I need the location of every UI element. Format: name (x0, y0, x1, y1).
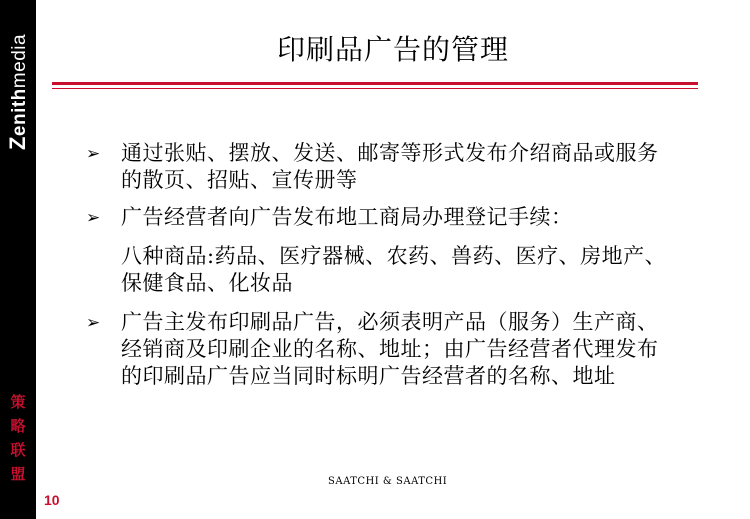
page-number: 10 (44, 492, 60, 508)
bullet-item (86, 204, 676, 231)
strategy-alliance-stamp (6, 393, 30, 483)
bullet-item (86, 140, 676, 194)
logo-media: media (9, 33, 30, 89)
stamp-char: 略 (10, 417, 26, 435)
bullet-text: 广告经营者向广告发布地工商局办理登记手续： (121, 205, 573, 229)
logo-z: Z (5, 136, 30, 151)
stamp-char: 策 (10, 393, 26, 411)
stamp-char: 联 (10, 441, 26, 459)
bullet-text: 通过张贴、摆放、发送、邮寄等形式发布介绍商品或服务的散页、招贴、宣传册等 (121, 141, 659, 192)
bullet-text: 广告主发布印刷品广告，必须表明产品（服务）生产商、经销商及印刷企业的名称、地址；由广告经营者代理发布的印刷品广告应当同时标明广告经营者的名称、地址 (121, 310, 659, 388)
arrow-bullet-icon: ➢ (86, 313, 101, 333)
agency-footer: SAATCHI & SAATCHI (328, 476, 448, 487)
arrow-bullet-icon: ➢ (86, 208, 101, 228)
logo-enith: enith (9, 88, 30, 137)
title-rule-thin (52, 88, 698, 89)
title-rule-thick (52, 82, 698, 85)
slide-content (86, 140, 676, 390)
sub-paragraph: 八种商品:药品、医疗器械、农药、兽药、医疗、房地产、保健食品、化妆品 (121, 244, 667, 295)
bullet-item (86, 309, 676, 390)
zenith-media-logo (5, 34, 31, 150)
slide-title: 印刷品广告的管理 (276, 33, 509, 66)
sidebar (0, 0, 36, 519)
stamp-char: 盟 (10, 465, 26, 483)
arrow-bullet-icon: ➢ (86, 144, 101, 164)
